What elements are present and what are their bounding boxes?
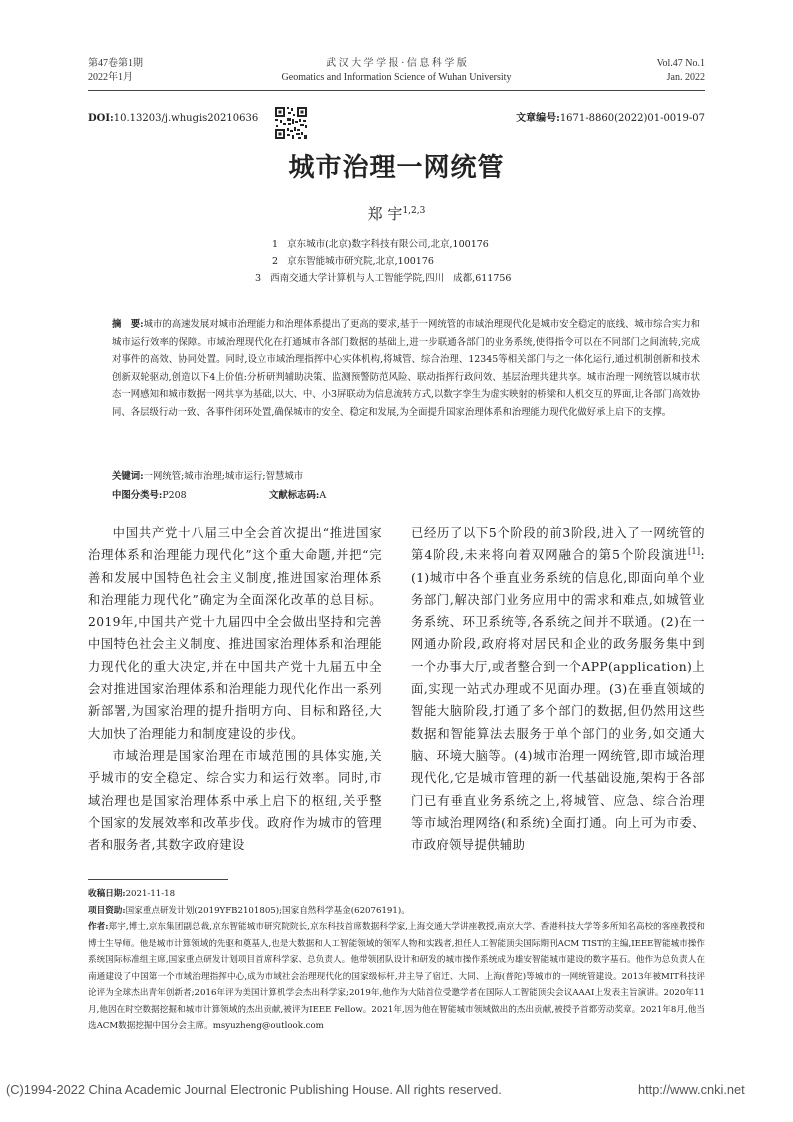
keywords-label: 关键词: xyxy=(112,471,144,482)
clc-label: 中图分类号: xyxy=(112,490,163,501)
footnote-rule xyxy=(88,879,228,880)
header-rule xyxy=(88,90,705,91)
article-number-value: 1671-8860(2022)01-0019-07 xyxy=(559,113,705,124)
abstract-label: 摘 要: xyxy=(112,319,144,330)
keywords xyxy=(112,469,303,485)
body-column-right xyxy=(411,522,705,856)
doc-code-label: 文献标志码: xyxy=(269,490,320,501)
body-paragraph xyxy=(411,522,705,856)
article-number xyxy=(470,112,705,126)
author-name: 郑 宇 xyxy=(367,205,403,223)
doc-code-value: A xyxy=(319,490,327,501)
doi-label: DOI: xyxy=(88,113,114,124)
clc-value: P208 xyxy=(162,490,187,501)
affiliation-3: 3 西南交通大学计算机与人工智能学院,四川 成都,611756 xyxy=(255,273,512,284)
abstract xyxy=(112,316,700,422)
vol-no-en: Vol.47 No.1 xyxy=(656,58,705,69)
received-label: 收稿日期: xyxy=(88,889,126,899)
qr-code-icon xyxy=(274,106,308,140)
body-column-left xyxy=(88,522,382,856)
document-code xyxy=(269,488,326,504)
citation-ref[interactable]: [1] xyxy=(687,547,701,557)
cnki-link[interactable]: http://www.cnki.net xyxy=(638,1082,745,1097)
received-value: 2021-11-18 xyxy=(125,889,176,899)
page-title: 城市治理一网统管 xyxy=(288,153,505,183)
affiliation-2: 2 京东智能城市研究院,北京,100176 xyxy=(272,256,434,267)
classification-number xyxy=(112,488,187,504)
body-paragraph: 中国共产党十八届三中全会首次提出“推进国家治理体系和治理能力现代化”这个重大命题,并把“完善和发展中国特色社会主义制度,推进国家治理体系和治理能力现代化”确定为全面深化改革的总目标。2019年,中国共产党十九届四中全会做出坚持和完善中国特色社会主义制度、推进国家治理体系和治理能力现代化的重大决定,并在中国共产党十九届五中全会对推进国家治理体系和治理能力现代化作出一系列新部署,为国家治理的提升指明方向、目标和路径,大大加快了治理能力和制度建设的步伐。 xyxy=(88,526,382,741)
copyright-bar xyxy=(0,1082,793,1100)
footnotes xyxy=(88,886,705,1035)
article-number-label: 文章编号: xyxy=(516,113,560,124)
affiliation-1: 1 京东城市(北京)数字科技有限公司,北京,100176 xyxy=(272,239,489,250)
author xyxy=(0,204,793,224)
doi-line xyxy=(88,112,258,126)
funding xyxy=(88,903,705,920)
author-affiliation-marker: 1,2,3 xyxy=(402,206,426,216)
author-bio-label: 作者: xyxy=(88,922,109,932)
abstract-text: 城市的高速发展对城市治理能力和治理体系提出了更高的要求,基于一网统管的市域治理现代化是城市安全稳定的底线、城市综合实力和城市运行效率的保障。市域治理现代化在打通城市各部门数据的基础上,进一步联通各部门的业务系统,使得指令可以在不同部门之间流转,完成对事件的高效、协同处置。同时,设立市域治理指挥中心实体机构,将城管、综合治理、12345等相关部门与之一体化运行,通过机制创新和技术创新双轮驱动,创造以下4上价值:分析研判辅助决策、监测预警防范风险、联动指挥行政问效、基层治理共建共享。城市治理一网统管以城市状态一网感知和城市数据一网共享为基础,以大、中、小3屏联动为信息流转方式,以数字孪生为虚实映射的桥梁和人机交互的界面,让各部门高效协同、各层级行动一致、各事件闭环处置,确保城市的安全、稳定和发展,为全面提升国家治理体系和治理能力现代化做好承上启下的支撑。 xyxy=(112,319,700,418)
journal-name-cn: 武 汉 大 学 学 报 · 信 息 科 学 版 xyxy=(326,58,467,69)
received-date xyxy=(88,886,705,903)
body-text-after-citation: :(1)城市中各个垂直业务系统的信息化,即面向单个业务部门,解决部门业务应用中的需求和难点,如城管业务系统、环卫系统等,各系统之间并不联通。(2)在一网通办阶段,政府将对居民和企业的政务服务集中到一个办事大厅,或者整合到一个APP(application)上面,实现一站式办理或不见面办理。(3)在垂直领域的智能大脑阶段,打通了多个部门的数据,但仍然用这些数据和智能算法去服务于单个部门的业务,如交通大脑、环境大脑等。(4)城市治理一网统管,即市域治理现代化,它是城市管理的新一代基础设施,架构于各部门已有垂直业务系统之上,将城管、应急、综合治理等市域治理网络(和系统)全面打通。向上可为市委、市政府领导提供辅助 xyxy=(411,548,705,853)
body-paragraph: 市域治理是国家治理在市域范围的具体实施,关乎城市的安全稳定、综合实力和运行效率。同时,市域治理也是国家治理体系中承上启下的枢纽,关乎整个国家的发展效率和改革步伐。政府作为城市的管理者和服务者,其数字政府建设 xyxy=(88,748,382,853)
funding-label: 项目资助: xyxy=(88,905,126,916)
copyright-text: (C)1994-2022 China Academic Journal Electronic Publishing House. All rights reserved. xyxy=(6,1082,502,1097)
keywords-value: 一网统管;城市治理;城市运行;智慧城市 xyxy=(143,471,304,482)
author-bio xyxy=(88,919,705,1035)
issue-date: 2022年1月 xyxy=(88,72,133,83)
body-text-before-citation: 已经历了以下5个阶段的前3阶段,进入了一网统管的第4阶段,未来将向着双网融合的第5个阶段演进 xyxy=(411,526,705,563)
doi-value[interactable]: 10.13203/j.whugis20210636 xyxy=(113,113,259,124)
volume-issue: 第47卷第1期 xyxy=(88,58,143,69)
date-en: Jan. 2022 xyxy=(666,72,705,83)
author-bio-text: 郑宇,博士,京东集团副总裁,京东智能城市研究院院长,京东科技首席数据科学家,上海交通大学讲座教授,南京大学、香港科技大学等多所知名高校的客座教授和博士生导师。他是城市计算领域的先驱和奠基人,也是大数据和人工智能领域的领军人物和实践者,担任人工智能顶尖国际期刊ACM TIST的主编,IEEE智能城市操作系统国际标准组主席,国家重点研发计划项目首席科学家、总负责人。他带领团队设计和研发的城市操作系统成为雄安智能城市建设的数字基石。他作为总负责人在南通建设了中国第一个市域治理指挥中心,成为市域社会治理现代化的国家级标杆,并主导了宿迁、大同、上海(普陀)等城市的一网统管建设。2013年被MIT科技评论评为全球杰出青年创新者;2016年评为美国计算机学会杰出科学家;2019年,他作为大陆首位受邀学者在国际人工智能顶尖会议AAAI上发表主旨演讲。2020年11月,他因在时空数据挖掘和城市计算领域的杰出贡献,被评为IEEE Fellow。2021年,因为他在智能城市领域做出的杰出贡献,被授予首都劳动奖章。2021年8月,他当选ACM数据挖掘中国分会主席。msyuzheng@outlook.com xyxy=(88,922,705,1031)
journal-name-en: Geomatics and Information Science of Wuhan University xyxy=(281,72,512,83)
funding-value: 国家重点研发计划(2019YFB2101805);国家自然科学基金(62076191)。 xyxy=(125,905,410,916)
